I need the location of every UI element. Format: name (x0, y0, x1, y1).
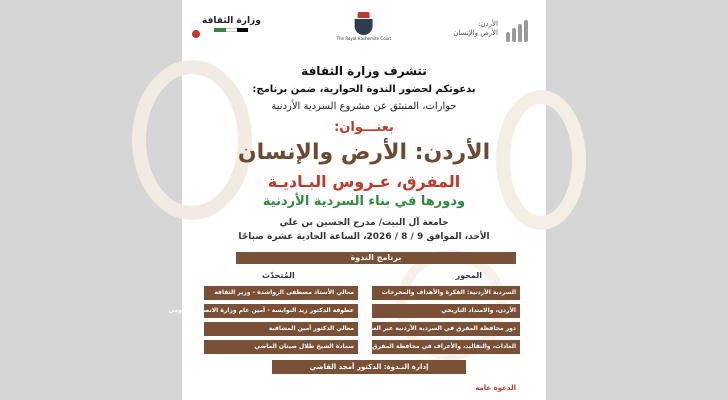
moderator-bar: إدارة النـدوة: الدكتور أمجد القاضي (272, 360, 466, 374)
venue: جامعة آل البيت/ مدرج الحسين بن علي (279, 218, 449, 228)
invite-line: بدعوتكم لحضور الندوة الحوارية، ضمن برنامج: (252, 84, 476, 95)
speaker-cell: عطوفة الدكتور زيد النوايسة - أمين عام وزارة الاتصال الحكومي (204, 304, 358, 318)
axis-column-header: المحور (455, 271, 482, 280)
main-title: الأردن: الأرض والإنسان (237, 140, 491, 165)
public-invitation-note: الدعوة عامة (475, 384, 516, 392)
program-line: حوارات، المنبثق عن مشروع السردية الأردنية (271, 101, 457, 112)
axis-cell: الأردن، والامتداد التاريخي (372, 304, 520, 318)
axis-cell: العادات، والتقاليد، والأعراف في محافظة المفرق (372, 340, 520, 354)
invitation-poster (168, 0, 546, 400)
subtitle-primary: المفرق، عـروس البـاديـة (267, 172, 461, 191)
event-date: الأحد، الموافق 9 / 8 / 2026، الساعة الحادية عشرة صباحًا (238, 232, 490, 242)
flag-stripes-icon (214, 28, 248, 32)
speaker-cell: معالي الأستاذ مصطفى الرواشدة - وزير الثقافة (204, 286, 358, 300)
project-logo-line1: الأردن: (478, 20, 498, 28)
bars-logo-icon (502, 16, 528, 42)
project-logo (453, 16, 528, 42)
royal-court-caption: The Royal Hashemite Court (336, 36, 392, 41)
speaker-column-header: المُتحدّث (262, 271, 295, 280)
logo-strip (182, 12, 546, 52)
ministry-logo-text: وزارة الثقافة (202, 16, 261, 26)
axis-cell: السردية الأردنية: الفكرة والأهداف والمخرجات (372, 286, 520, 300)
host-line: تتشرف وزارة الثقافة (301, 64, 427, 78)
crest-icon (354, 12, 374, 36)
speaker-cell: معالي الدكتور أمين المشاقبة (204, 322, 358, 336)
axis-cell: دور محافظة المفرق في السردية الأردنية عبر العصور (372, 322, 520, 336)
subtitle-secondary: ودورها في بناء السردية الأردنية (262, 194, 466, 209)
schedule-bar: برنامج الندوة (236, 252, 516, 264)
royal-court-logo (337, 12, 392, 42)
speaker-cell: سعادة الشيخ طلال صيتان الماضي (204, 340, 358, 354)
project-logo-line2: الأرض والإنسان (453, 29, 498, 37)
ministry-logo (202, 16, 261, 32)
title-label: بعنـــوان: (334, 120, 394, 135)
flag-dot-icon (192, 30, 200, 38)
